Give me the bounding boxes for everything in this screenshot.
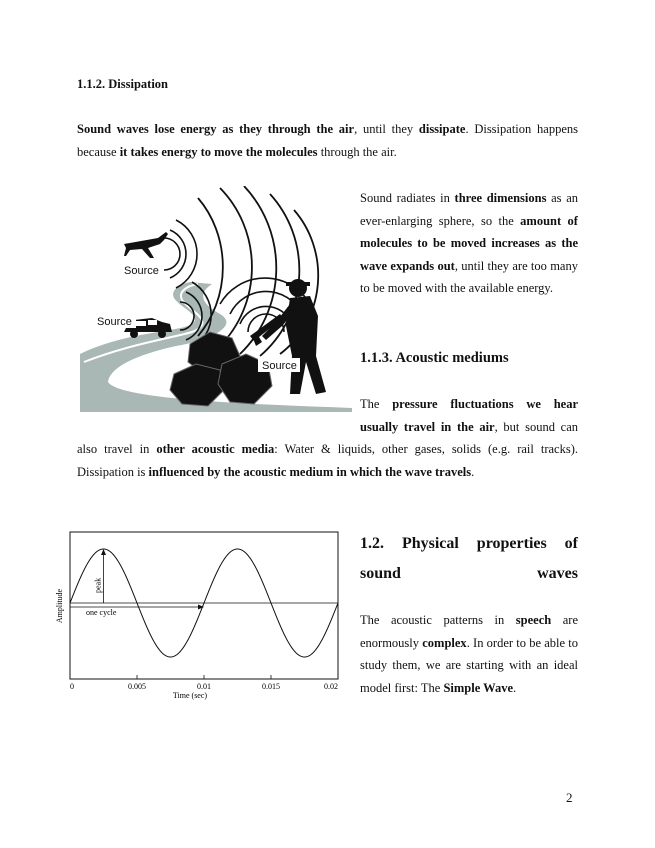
- text: Sound radiates in: [360, 191, 455, 205]
- text-bold: it takes energy to move the molecules: [119, 144, 318, 159]
- x-ticks: [70, 675, 338, 691]
- text: The acoustic patterns in: [360, 613, 516, 627]
- source-label-plane: Source: [124, 265, 159, 277]
- paragraph-acoustic-mediums-continued: [77, 438, 578, 483]
- text: , but sound can: [494, 419, 578, 434]
- text: through the air.: [317, 144, 397, 159]
- x-axis-label: Time (sec): [172, 691, 208, 700]
- text: .: [513, 680, 517, 695]
- text-bold: three dimensions: [454, 191, 547, 205]
- text-bold: Sound waves lose energy as they through the air: [77, 122, 355, 136]
- paragraph-simple-wave: [360, 609, 578, 699]
- section-heading-dissipation: 1.1.2. Dissipation: [77, 77, 168, 91]
- y-axis-label: Amplitude: [55, 588, 64, 624]
- airplane-icon: [124, 232, 168, 258]
- x-tick-label: 0.02: [324, 682, 338, 691]
- text-bold: other acoustic media: [156, 442, 275, 456]
- text: also travel in: [77, 442, 157, 456]
- text-bold: pressure fluctuations we hear usually travel in the air: [360, 397, 578, 434]
- text: are enormously: [360, 613, 578, 650]
- one-cycle-annotation: one cycle: [86, 608, 117, 617]
- x-tick-label: 0.015: [262, 682, 280, 691]
- text-bold: influenced by the acoustic medium in which the wave travels: [148, 464, 472, 479]
- text-bold: complex: [422, 635, 467, 650]
- source-label-car: Source: [97, 316, 132, 328]
- source-label-worker: Source: [262, 360, 297, 372]
- peak-annotation: peak: [93, 577, 103, 593]
- plot-frame: [70, 532, 338, 679]
- paragraph-three-dimensions: [360, 187, 578, 300]
- text-bold: speech: [515, 613, 552, 627]
- section-heading-physical-properties: 1.2. Physical properties of sound waves: [360, 535, 578, 582]
- text: The: [360, 397, 393, 411]
- text: . In order to be able to study them, we are starting with an ideal model first: The: [360, 635, 578, 695]
- text-bold: Simple Wave: [443, 680, 514, 695]
- text: , until they are too many to be moved with the available energy.: [360, 258, 578, 295]
- text: as an ever-enlarging sphere, so the: [360, 191, 578, 228]
- x-tick-label: 0.01: [197, 682, 211, 691]
- sound-sources-illustration: [80, 186, 352, 412]
- paragraph-acoustic-mediums-start: [360, 393, 578, 438]
- text: , until they: [354, 122, 419, 136]
- x-tick-label: 0.005: [128, 682, 146, 691]
- text-bold: dissipate: [418, 122, 466, 136]
- section-heading-acoustic-mediums: 1.1.3. Acoustic mediums: [360, 350, 509, 366]
- text: : Water & liquids, other gases, solids (e.g. rail tracks). Dissipation is: [77, 442, 579, 479]
- text: .: [471, 464, 475, 479]
- text-bold: amount of molecules to be moved increases as the wave expands out: [360, 213, 578, 273]
- page-number: 2: [566, 790, 573, 805]
- peak-arrowhead: [101, 549, 106, 555]
- simple-wave-chart: [50, 526, 350, 708]
- paragraph-dissipation: [77, 118, 578, 163]
- x-tick-label: 0: [70, 682, 74, 691]
- text: . Dissipation happens because: [77, 122, 578, 159]
